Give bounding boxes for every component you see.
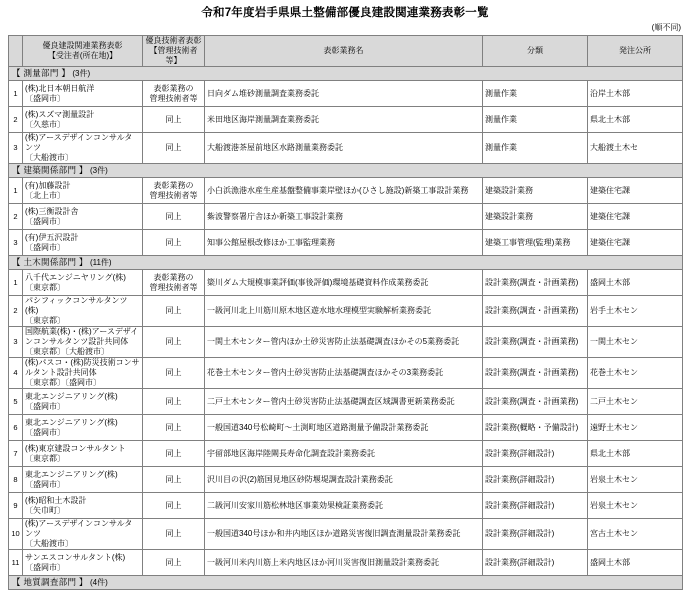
row-number: 3 — [9, 327, 23, 358]
engineer-cell — [143, 493, 205, 519]
row-number: 2 — [9, 107, 23, 133]
classification: 測量作業 — [483, 107, 588, 133]
section-count: (4件) — [87, 578, 108, 587]
ordering-office: 岩手土木セン — [588, 296, 683, 327]
engineer-cell — [143, 107, 205, 133]
classification: 設計業務(詳細設計) — [483, 493, 588, 519]
row-number: 2 — [9, 296, 23, 327]
section-label — [9, 67, 683, 81]
column-header-company-line1: 優良建設関連業務表彰 — [42, 41, 123, 50]
table-row — [9, 327, 683, 358]
task-name: 知事公館屋根改修ほか工事監理業務 — [205, 230, 483, 256]
company-cell — [23, 178, 143, 204]
task-name: 大船渡港茶屋前地区水路測量業務委託 — [205, 133, 483, 164]
company-location: 〔盛岡市〕 — [25, 562, 65, 572]
table-header — [9, 36, 683, 67]
column-header-company-line2: 【受注者(所在地)】 — [47, 51, 118, 60]
engineer-cell — [143, 519, 205, 550]
table-row — [9, 550, 683, 576]
engineer-line1: 同上 — [165, 500, 182, 510]
task-name: 米田地区海岸測量調査業務委託 — [205, 107, 483, 133]
engineer-line1: 同上 — [165, 474, 182, 484]
company-location: 〔盛岡市〕 — [25, 427, 65, 437]
row-number: 1 — [9, 270, 23, 296]
table-row — [9, 441, 683, 467]
column-header-office: 発注公所 — [588, 36, 683, 67]
ordering-office: 岩泉土木セン — [588, 493, 683, 519]
ordering-office: 岩泉土木セン — [588, 467, 683, 493]
section-header-row — [9, 67, 683, 81]
engineer-line1: 表彰業務の — [153, 272, 194, 282]
table-row — [9, 493, 683, 519]
ordering-office: 遠野土木セン — [588, 415, 683, 441]
company-name: (株)昭和土木設計 — [25, 495, 87, 505]
classification: 設計業務(概略・予備設計) — [483, 415, 588, 441]
company-cell — [23, 81, 143, 107]
classification: 建築工事管理(監理)業務 — [483, 230, 588, 256]
table-row — [9, 81, 683, 107]
engineer-line2: 管理技術者等 — [149, 93, 198, 103]
table-row — [9, 296, 683, 327]
company-location: 〔盛岡市〕 — [25, 242, 65, 252]
ordering-office: 宮古土木セン — [588, 519, 683, 550]
company-name: (株)アースデザインコンサルタンツ — [25, 133, 133, 152]
company-name: (株)東京建設コンサルタント — [25, 443, 126, 453]
company-cell — [23, 230, 143, 256]
table-row — [9, 415, 683, 441]
classification: 設計業務(詳細設計) — [483, 441, 588, 467]
section-count: (3件) — [70, 69, 91, 78]
classification: 設計業務(調査・計画業務) — [483, 327, 588, 358]
company-cell — [23, 133, 143, 164]
company-name: (株)北日本朝日航洋 — [25, 83, 95, 93]
classification: 設計業務(調査・計画業務) — [483, 389, 588, 415]
engineer-line1: 同上 — [165, 211, 182, 221]
company-cell — [23, 204, 143, 230]
engineer-line1: 同上 — [165, 448, 182, 458]
ordering-office: 県北土木部 — [588, 107, 683, 133]
section-count: (3件) — [87, 166, 108, 175]
company-location: 〔北上市〕 — [25, 190, 65, 200]
engineer-line1: 同上 — [165, 396, 182, 406]
ordering-office: 花巻土木セン — [588, 358, 683, 389]
column-header-engineer-line1: 優良技術者表彰 — [145, 36, 202, 45]
row-number: 4 — [9, 358, 23, 389]
engineer-cell — [143, 204, 205, 230]
engineer-cell — [143, 178, 205, 204]
engineer-line1: 同上 — [165, 529, 182, 538]
classification: 設計業務(調査・計画業務) — [483, 296, 588, 327]
engineer-cell — [143, 81, 205, 107]
company-name: (有)伊五沢設計 — [25, 232, 79, 242]
section-header-row — [9, 256, 683, 270]
task-name: 簗川ダム大規模事業評価(事後評価)環境基礎資料作成業務委託 — [205, 270, 483, 296]
task-name: 一般国道340号ほか和井内地区ほか道路災害復旧調査測量設計業務委託 — [205, 519, 483, 550]
company-name: (株)スズマ測量設計 — [25, 109, 95, 119]
section-header-row — [9, 576, 683, 590]
engineer-cell — [143, 133, 205, 164]
row-number: 9 — [9, 493, 23, 519]
section-name: 【 地質調査部門 】 — [12, 577, 88, 587]
company-cell — [23, 415, 143, 441]
company-location: 〔東京都〕〔大船渡市〕 — [25, 347, 109, 356]
company-name: 八千代エンジニヤリング(株) — [25, 272, 126, 282]
engineer-cell — [143, 270, 205, 296]
company-cell — [23, 270, 143, 296]
ordering-office: 沿岸土木部 — [588, 81, 683, 107]
award-table — [8, 35, 683, 590]
row-number: 1 — [9, 178, 23, 204]
company-location: 〔久慈市〕 — [25, 119, 65, 129]
company-name: (有)加藤設計 — [25, 180, 71, 190]
company-cell — [23, 358, 143, 389]
task-name: 二級河川安家川筋松林地区事業効果検証業務委託 — [205, 493, 483, 519]
engineer-line1: 同上 — [165, 368, 182, 377]
table-row — [9, 107, 683, 133]
table-row — [9, 178, 683, 204]
company-name: (株)三衡設計舎 — [25, 206, 79, 216]
company-cell — [23, 107, 143, 133]
company-location: 〔東京都〕 — [25, 316, 65, 325]
classification: 設計業務(詳細設計) — [483, 467, 588, 493]
row-number: 1 — [9, 81, 23, 107]
section-label — [9, 164, 683, 178]
classification: 設計業務(調査・計画業務) — [483, 270, 588, 296]
company-cell — [23, 441, 143, 467]
company-cell — [23, 493, 143, 519]
task-name: 沢川目の沢(2)筋国見地区砂防堰堤調査設計業務委託 — [205, 467, 483, 493]
company-cell — [23, 389, 143, 415]
company-name: サンエスコンサルタント(株) — [25, 552, 126, 562]
section-name: 【 測量部門 】 — [12, 68, 71, 78]
ordering-office: 一関土木セン — [588, 327, 683, 358]
section-header-row — [9, 164, 683, 178]
section-name: 【 建築関係部門 】 — [12, 165, 88, 175]
company-location: 〔盛岡市〕 — [25, 401, 65, 411]
company-location: 〔盛岡市〕 — [25, 479, 65, 489]
task-name: 宇留部地区海岸陸閘長寿命化調査設計業務委託 — [205, 441, 483, 467]
table-row — [9, 519, 683, 550]
row-number: 6 — [9, 415, 23, 441]
company-location: 〔東京都〕〔盛岡市〕 — [25, 378, 101, 387]
ordering-office: 建築住宅課 — [588, 230, 683, 256]
classification: 設計業務(調査・計画業務) — [483, 358, 588, 389]
company-name: (株)アースデザインコンサルタンツ — [25, 519, 133, 538]
section-label — [9, 256, 683, 270]
engineer-line1: 同上 — [165, 337, 182, 346]
engineer-cell — [143, 296, 205, 327]
engineer-line1: 同上 — [165, 143, 182, 152]
row-number: 8 — [9, 467, 23, 493]
engineer-cell — [143, 415, 205, 441]
company-location: 〔盛岡市〕 — [25, 93, 65, 103]
column-header-number — [9, 36, 23, 67]
engineer-cell — [143, 550, 205, 576]
table-row — [9, 270, 683, 296]
classification: 測量作業 — [483, 81, 588, 107]
table-body — [9, 67, 683, 590]
table-row — [9, 133, 683, 164]
row-number: 11 — [9, 550, 23, 576]
engineer-line1: 表彰業務の — [153, 180, 194, 190]
engineer-cell — [143, 467, 205, 493]
row-number: 7 — [9, 441, 23, 467]
company-name: パシフィックコンサルタンツ(株) — [25, 296, 128, 315]
task-name: 花巻土木センター管内土砂災害防止法基礎調査ほかその3業務委託 — [205, 358, 483, 389]
engineer-line1: 同上 — [165, 237, 182, 247]
section-label — [9, 576, 683, 590]
company-cell — [23, 296, 143, 327]
engineer-line1: 同上 — [165, 306, 182, 315]
task-name: 日向ダム堆砂測量調査業務委託 — [205, 81, 483, 107]
row-number: 3 — [9, 230, 23, 256]
ordering-office: 盛岡土木部 — [588, 270, 683, 296]
ordering-office: 二戸土木セン — [588, 389, 683, 415]
engineer-cell — [143, 358, 205, 389]
table-row — [9, 389, 683, 415]
task-name: 一関土木センター管内ほか土砂災害防止法基礎調査ほかその5業務委託 — [205, 327, 483, 358]
table-row — [9, 204, 683, 230]
ordering-office: 建築住宅課 — [588, 178, 683, 204]
task-name: 一般国道340号松崎町～土渕町地区道路測量予備設計業務委託 — [205, 415, 483, 441]
task-name: 一級河川米内川筋上米内地区ほか河川災害復旧測量設計業務委託 — [205, 550, 483, 576]
classification: 建築設計業務 — [483, 204, 588, 230]
engineer-line1: 表彰業務の — [153, 83, 194, 93]
company-location: 〔盛岡市〕 — [25, 216, 65, 226]
engineer-line2: 管理技術者等 — [149, 282, 198, 292]
engineer-line1: 同上 — [165, 114, 182, 124]
column-header-task: 表彰業務名 — [205, 36, 483, 67]
task-name: 二戸土木センター管内土砂災害防止法基礎調査区域調書更新業務委託 — [205, 389, 483, 415]
table-row — [9, 358, 683, 389]
engineer-cell — [143, 327, 205, 358]
engineer-cell — [143, 441, 205, 467]
column-header-classification: 分類 — [483, 36, 588, 67]
company-location: 〔大船渡市〕 — [25, 153, 73, 162]
column-header-engineer-line2: 【管理技術者等】 — [149, 46, 198, 65]
company-location: 〔東京都〕 — [25, 282, 65, 292]
row-number: 3 — [9, 133, 23, 164]
section-count: (11件) — [87, 258, 112, 267]
row-number: 5 — [9, 389, 23, 415]
company-cell — [23, 519, 143, 550]
ordering-office: 建築住宅課 — [588, 204, 683, 230]
company-cell — [23, 467, 143, 493]
column-header-engineer — [143, 36, 205, 67]
ordering-office: 盛岡土木部 — [588, 550, 683, 576]
company-location: 〔大船渡市〕 — [25, 539, 73, 548]
ordering-office: 県北土木部 — [588, 441, 683, 467]
task-name: 紫波警察署庁舎ほか新築工事設計業務 — [205, 204, 483, 230]
company-location: 〔東京都〕 — [25, 453, 65, 463]
header-row — [9, 36, 683, 67]
company-name: 国際航業(株)・(株)アースデザインコンサルタンツ設計共同体 — [25, 327, 139, 346]
company-name: 東北エンジニアリング(株) — [25, 469, 118, 479]
classification: 測量作業 — [483, 133, 588, 164]
company-name: 東北エンジニアリング(株) — [25, 417, 118, 427]
section-name: 【 土木関係部門 】 — [12, 257, 88, 267]
page-title: 令和7年度岩手県県土整備部優良建設関連業務表彰一覧 — [201, 7, 489, 19]
company-cell — [23, 327, 143, 358]
engineer-cell — [143, 230, 205, 256]
engineer-line2: 管理技術者等 — [149, 190, 198, 200]
table-row — [9, 230, 683, 256]
row-number: 2 — [9, 204, 23, 230]
engineer-line1: 同上 — [165, 422, 182, 432]
classification: 設計業務(詳細設計) — [483, 519, 588, 550]
classification: 設計業務(詳細設計) — [483, 550, 588, 576]
ordering-office: 大船渡土木セ — [588, 133, 683, 164]
engineer-cell — [143, 389, 205, 415]
task-name: 小白浜漁港水産生産基盤整備事業岸壁ほか(ひさし施設)新築工事設計業務 — [205, 178, 483, 204]
company-name: (株)パスコ・(株)防災技術コンサルタント設計共同体 — [25, 358, 140, 377]
engineer-line1: 同上 — [165, 557, 182, 567]
task-name: 一級河川北上川筋川原木地区遊水地水理模型実験解析業務委託 — [205, 296, 483, 327]
order-note: (順不同) — [651, 23, 681, 32]
company-location: 〔矢巾町〕 — [25, 505, 65, 515]
company-name: 東北エンジニアリング(株) — [25, 391, 118, 401]
column-header-company — [23, 36, 143, 67]
row-number: 10 — [9, 519, 23, 550]
table-row — [9, 467, 683, 493]
classification: 建築設計業務 — [483, 178, 588, 204]
company-cell — [23, 550, 143, 576]
